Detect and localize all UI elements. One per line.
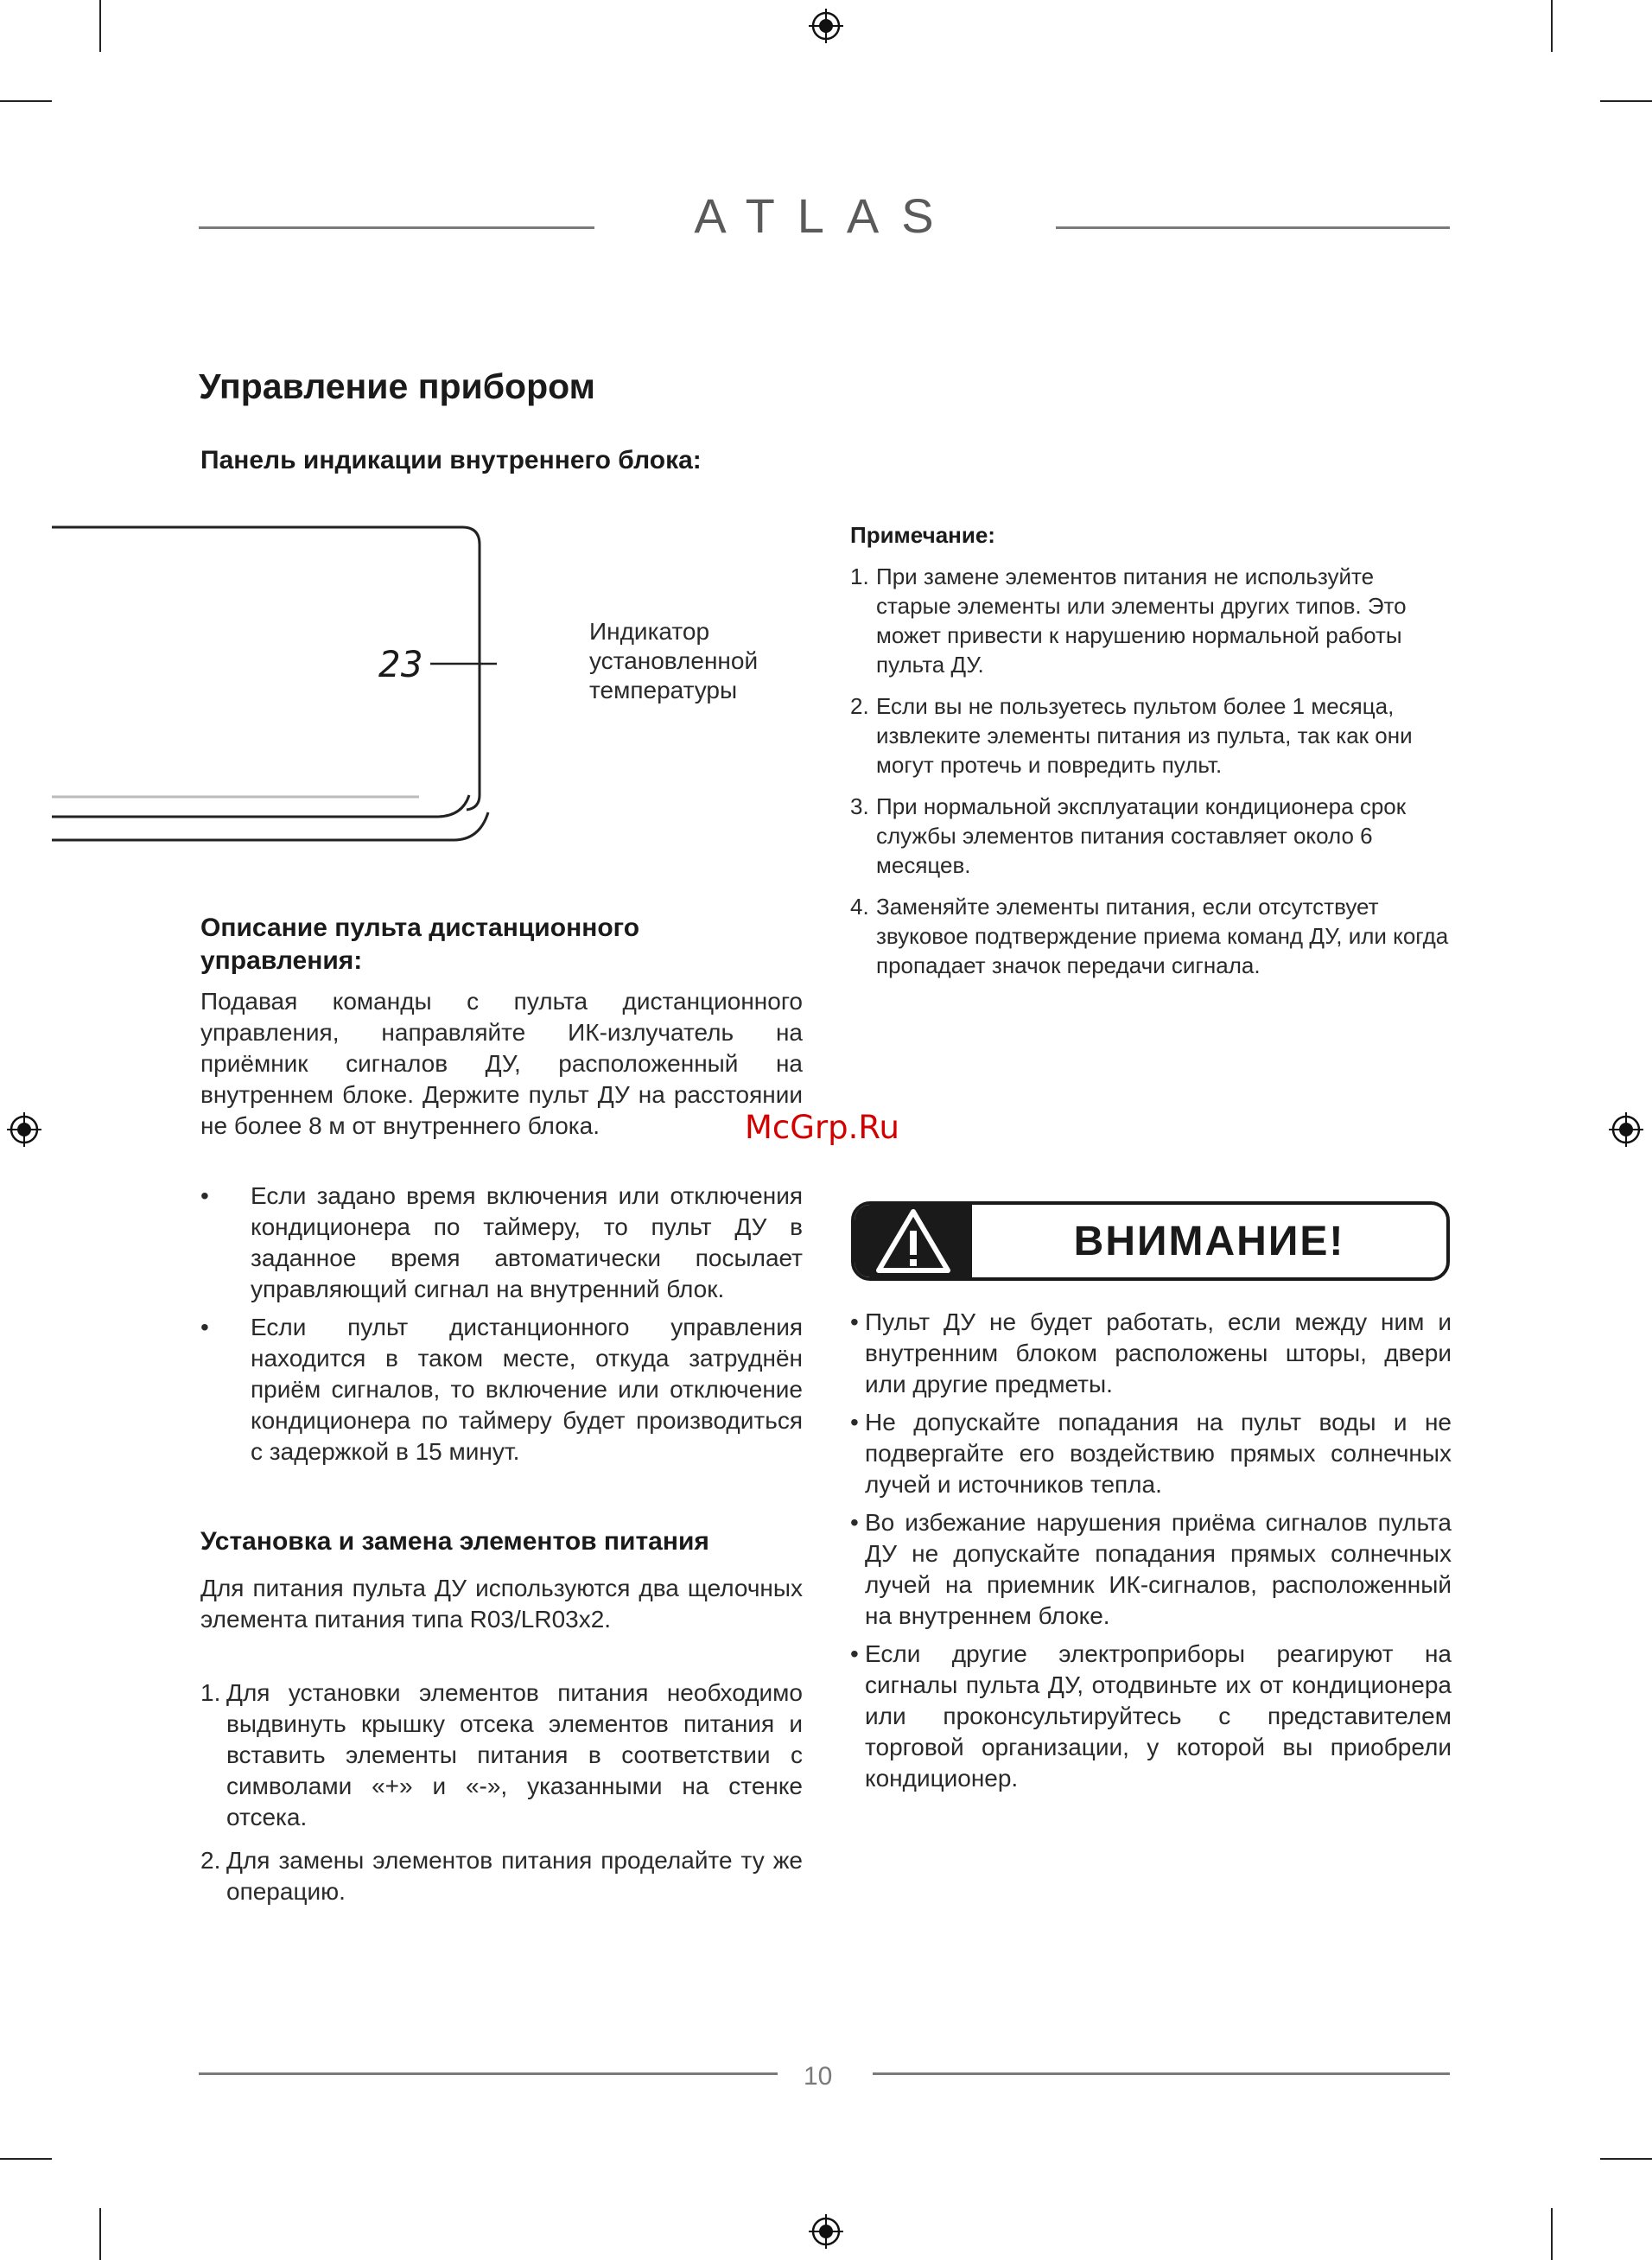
crop-mark — [1600, 2158, 1652, 2160]
list-item: • Во избежание нарушения приёма сигналов пульта ДУ не допускайте попадания прямых солнечных лучей на приемник ИК-сигналов, расположенный на внутреннем блоке. — [850, 1509, 1452, 1629]
header-rule-right — [1056, 226, 1450, 229]
crop-mark — [0, 100, 52, 102]
warning-label: ВНИМАНИЕ! — [1073, 1218, 1345, 1264]
page-title: Управление прибором — [199, 366, 595, 406]
watermark: McGrp.Ru — [745, 1109, 899, 1146]
indoor-unit-illustration — [48, 519, 497, 847]
list-item: • Если задано время включения или отключения кондиционера по таймеру, то пульт ДУ в заданное время автоматически посылает управляющий сигнал на внутренний блок. — [200, 1182, 803, 1302]
list-item: 2. Если вы не пользуетесь пультом более 1 месяца, извлеките элементы питания из пульта, так как они могут протечь и повредить пульт. — [850, 693, 1413, 778]
indicator-label: Индикатор установленной температуры — [589, 618, 759, 703]
warning-bullet-list — [850, 1307, 1452, 1801]
footer-rule-right — [873, 2072, 1450, 2075]
battery-heading: Установка и замена элементов питания — [200, 1527, 709, 1556]
crop-mark — [99, 0, 101, 52]
warning-icon-panel — [855, 1205, 972, 1277]
brand-logo: ATLAS — [694, 188, 956, 243]
registration-mark-icon — [7, 1112, 41, 1147]
remote-intro: Подавая команды с пульта дистанционного управления, направляйте ИК-излучатель на приёмник сигналов ДУ, расположенный на внутреннем блоке. Держите пульт ДУ на расстоянии не более 8 м от внутреннего блока. — [200, 988, 803, 1139]
crop-mark — [1551, 0, 1553, 52]
crop-mark — [1600, 100, 1652, 102]
battery-intro: Для питания пульта ДУ используются два щелочных элемента питания типа R03/LR03x2. — [200, 1575, 803, 1633]
crop-mark — [0, 2158, 52, 2160]
list-item: • Не допускайте попадания на пульт воды и не подвергайте его воздействию прямых солнечных лучей и источников тепла. — [850, 1409, 1452, 1498]
page-number: 10 — [804, 2062, 833, 2091]
crop-mark — [99, 2208, 101, 2260]
battery-steps — [200, 1677, 803, 1919]
remote-bullet-list — [200, 1181, 803, 1474]
footer-rule-left — [199, 2072, 778, 2075]
list-item: 1. При замене элементов питания не используйте старые элементы или элементы других типов. Это может привести к нарушению нормальной работы пульта ДУ. — [850, 563, 1407, 678]
list-item: • Если другие электроприборы реагируют на сигналы пульта ДУ, отодвиньте их от кондиционера или проконсультируйтесь с представителем торговой организации, у которой вы приобрели кондиционер. — [850, 1640, 1452, 1792]
temperature-display: 23 — [378, 643, 424, 685]
note-heading: Примечание: — [850, 522, 995, 548]
list-item: 4. Заменяйте элементы питания, если отсутствует звуковое подтверждение приема команд ДУ, или когда пропадает значок передачи сигнала. — [850, 894, 1449, 978]
list-item: • Если пульт дистанционного управления находится в таком месте, откуда затруднён приём сигналов, то включение или отключение кондиционера по таймеру будет производиться с задержкой в 15 минут. — [200, 1314, 803, 1465]
list-item: 3. При нормальной эксплуатации кондиционера срок службы элементов питания составляет около 6 месяцев. — [850, 793, 1407, 878]
warning-banner — [851, 1201, 1450, 1281]
crop-mark — [1551, 2208, 1553, 2260]
list-item: • Пульт ДУ не будет работать, если между ним и внутренним блоком расположены шторы, двери или другие предметы. — [850, 1308, 1452, 1397]
list-item: 1. Для установки элементов питания необходимо выдвинуть крышку отсека элементов питания и вставить элементы питания в соответствии с символами «+» и «-», указанными на стенке отсека. — [200, 1679, 803, 1830]
warning-triangle-icon — [855, 1205, 972, 1277]
panel-heading: Панель индикации внутреннего блока: — [200, 446, 702, 474]
note-list — [850, 562, 1450, 992]
remote-heading: Описание пульта дистанционного управления: — [200, 914, 640, 975]
registration-mark-icon — [809, 9, 843, 43]
registration-mark-icon — [1609, 1112, 1643, 1147]
list-item: 2. Для замены элементов питания проделайте ту же операцию. — [200, 1847, 803, 1905]
header-rule-left — [199, 226, 594, 229]
registration-mark-icon — [809, 2214, 843, 2249]
